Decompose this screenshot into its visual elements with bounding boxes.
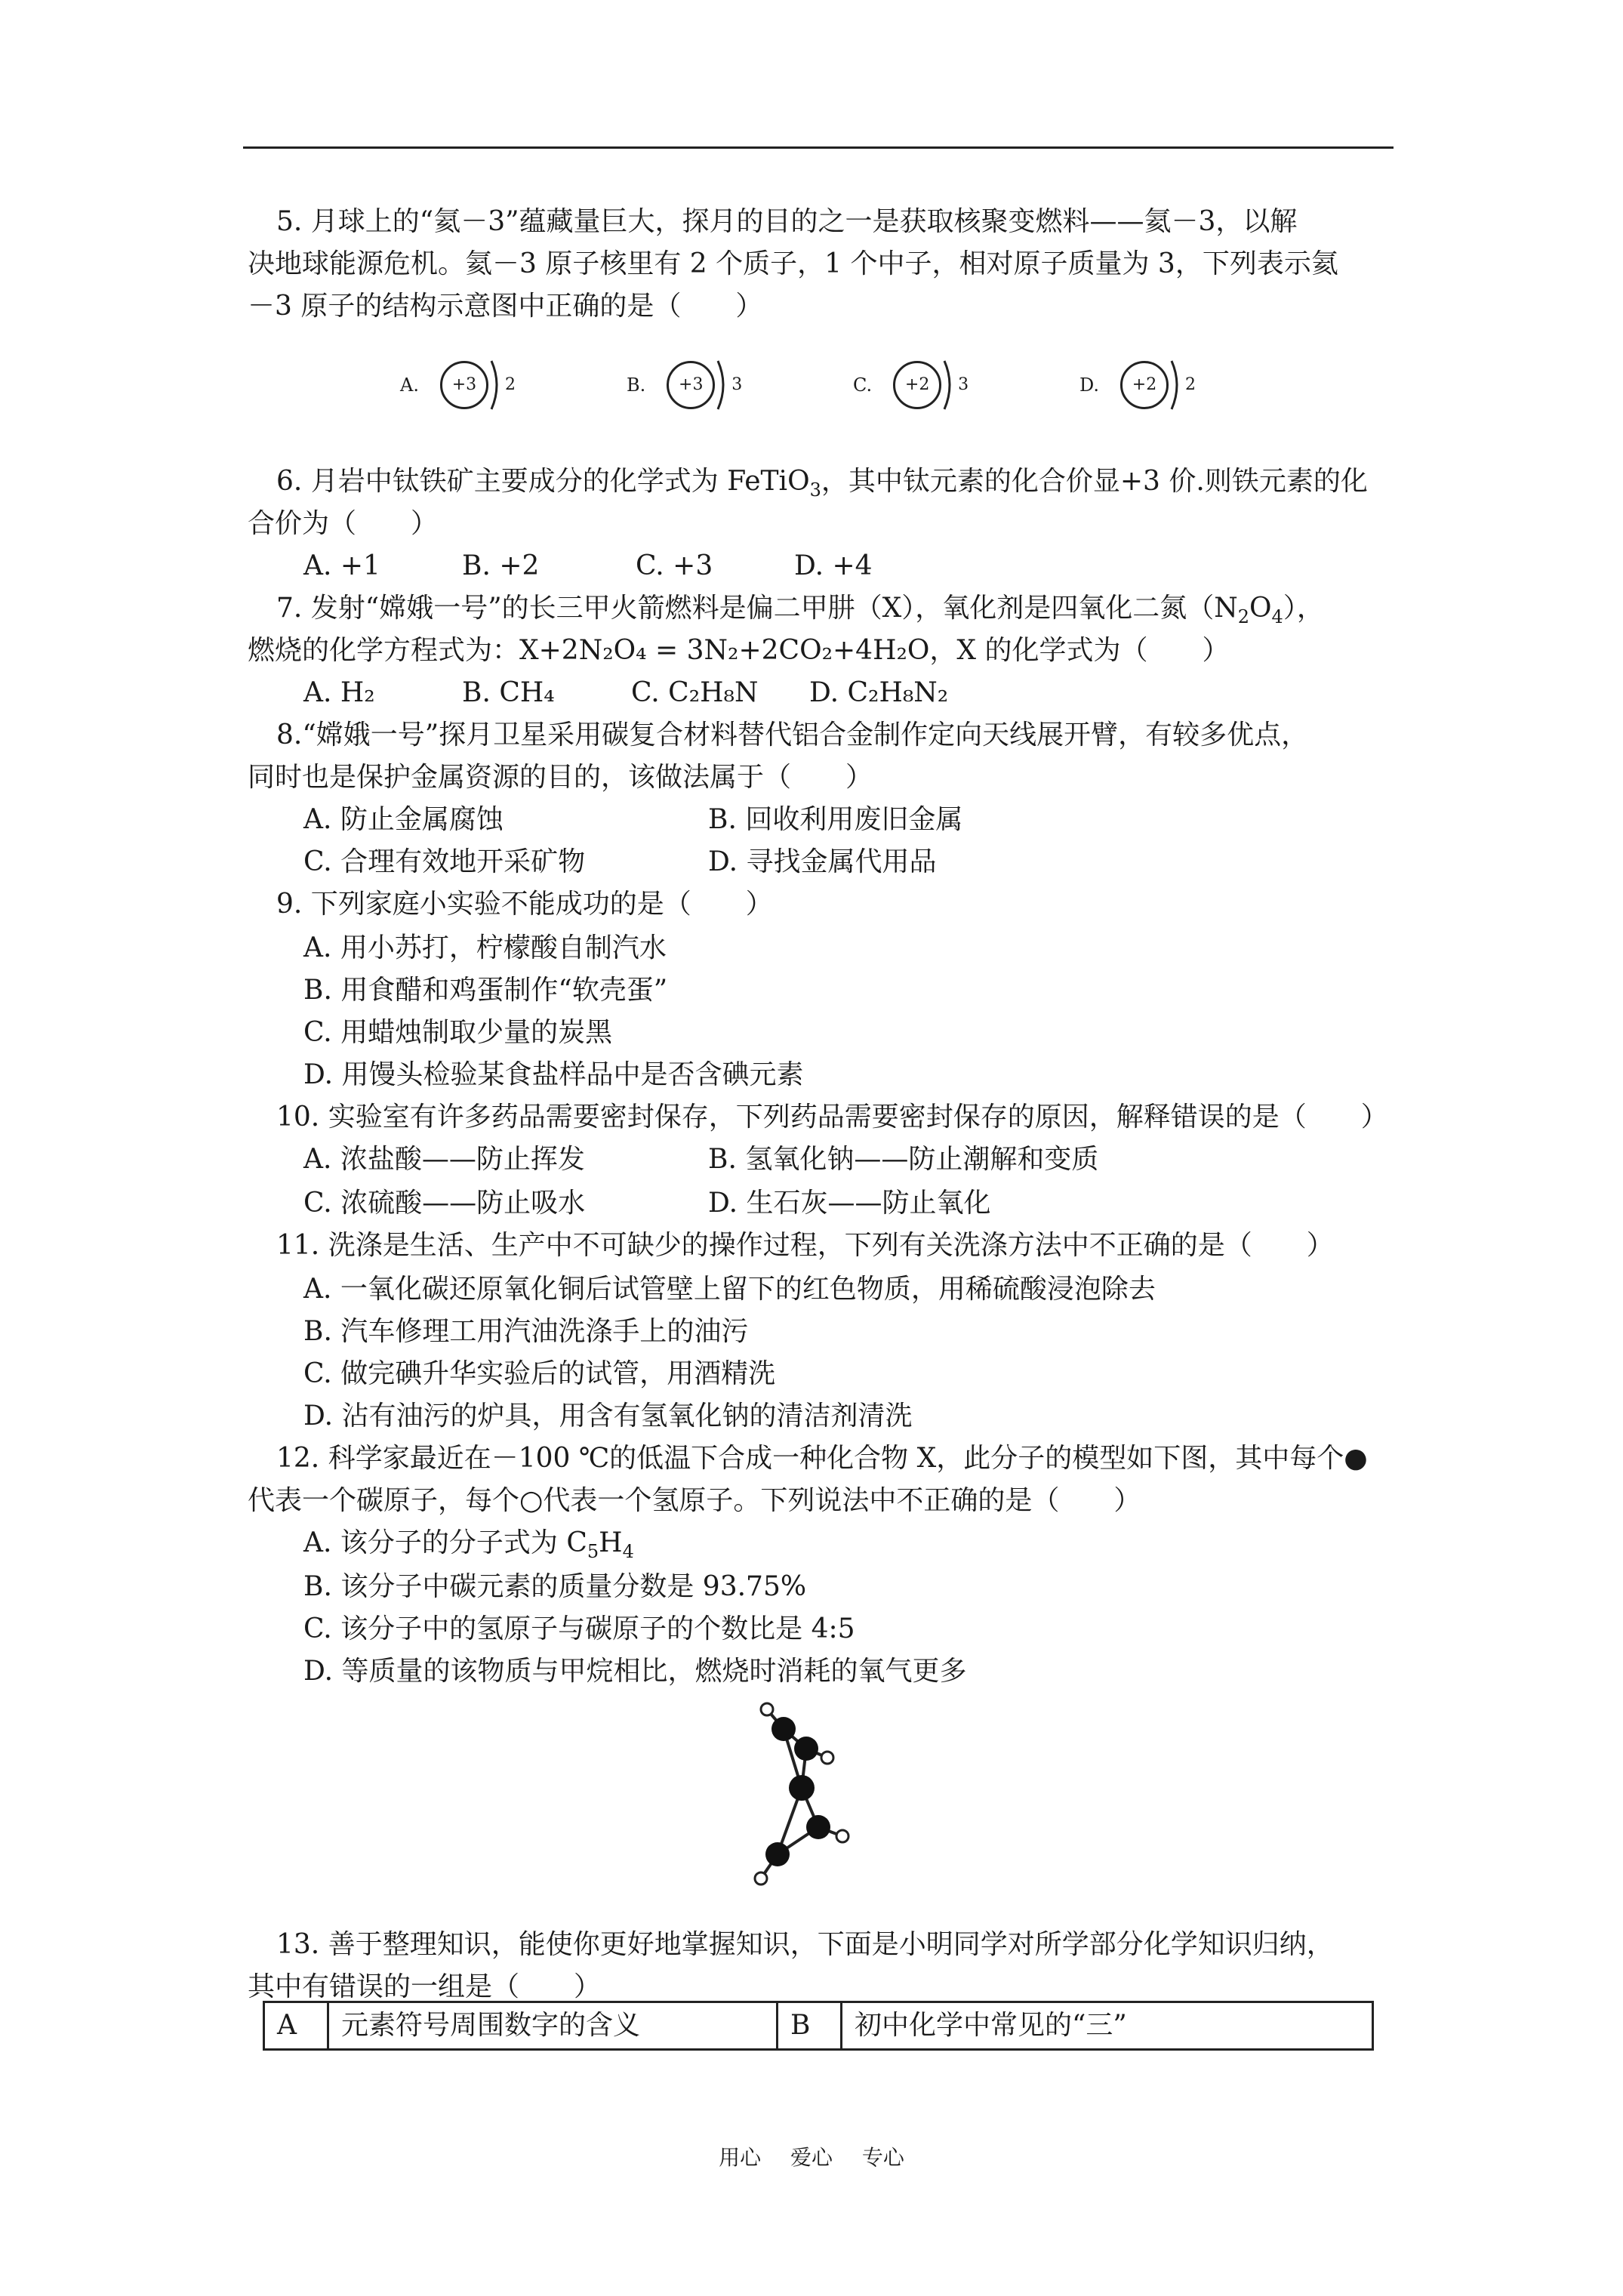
q13-line1: 13. 善于整理知识，能使你更好地掌握知识，下面是小明同学对所学部分化学知识归纳， <box>276 1929 1334 1960</box>
q9-option-b: B. 用食醋和鸡蛋制作“软壳蛋” <box>303 975 668 1006</box>
q6-line1-part: ，其中钛元素的化合价显+3 价.则铁元素的化 <box>821 466 1368 497</box>
q8-option-b: B. 回收利用废旧金属 <box>708 804 963 835</box>
option-letter: A. <box>400 374 419 396</box>
q13-line2: 其中有错误的一组是（ ） <box>248 1971 602 2002</box>
q11-line1: 11. 洗涤是生活、生产中不可缺少的操作过程，下列有关洗涤方法中不正确的是（ ） <box>276 1230 1334 1261</box>
shell-electron-count: 2 <box>504 375 516 394</box>
q9-option-d: D. 用馒头检验某食盐样品中是否含碘元素 <box>303 1059 804 1090</box>
subscript: 5 <box>587 1541 599 1562</box>
atom-diagram-a <box>400 355 516 415</box>
q9-option-a: A. 用小苏打，柠檬酸自制汽水 <box>303 932 667 963</box>
q11-option-d: D. 沾有油污的炉具，用含有氢氧化钠的清洁剂清洗 <box>303 1401 913 1432</box>
q9-option-c: C. 用蜡烛制取少量的炭黑 <box>303 1017 613 1048</box>
q12-line1: 12. 科学家最近在－100 ℃的低温下合成一种化合物 X，此分子的模型如下图，其中每个● <box>276 1443 1368 1474</box>
q7-option-c: C. C₂H₈N <box>631 677 759 708</box>
q6-line1-part: 6. 月岩中钛铁矿主要成分的化学式为 FeTiO <box>276 466 810 497</box>
option-letter: B. <box>627 374 646 396</box>
q5-line1: 5. 月球上的“氦－3”蕴藏量巨大，探月的目的之一是获取核聚变燃料——氦－3，以解 <box>276 206 1298 237</box>
nucleus-circle: +3 <box>440 361 488 409</box>
q7-option-d: D. C₂H₈N₂ <box>809 677 949 708</box>
q12-option-a-part: A. 该分子的分子式为 C <box>303 1527 587 1558</box>
atom-diagram-d <box>1079 355 1196 415</box>
q11-option-b: B. 汽车修理工用汽油洗涤手上的油污 <box>303 1316 749 1347</box>
q8-option-a: A. 防止金属腐蚀 <box>303 804 504 835</box>
subscript: 4 <box>1271 606 1283 627</box>
q10-option-d: D. 生石灰——防止氧化 <box>708 1188 991 1219</box>
q5-line3: －3 原子的结构示意图中正确的是（ ） <box>248 291 763 322</box>
q6-line1 <box>276 466 1368 501</box>
q11-option-c: C. 做完碘升华实验后的试管，用酒精洗 <box>303 1358 776 1389</box>
q12-option-a-part: H <box>599 1527 623 1558</box>
q7-line1-part: ）， <box>1283 593 1324 624</box>
electron-shell-arc <box>488 355 504 415</box>
q10-line1: 10. 实验室有许多药品需要密封保存，下列药品需要密封保存的原因，解释错误的是（ ） <box>276 1102 1388 1133</box>
nucleus-circle: +2 <box>893 361 941 409</box>
q10-option-c: C. 浓硫酸——防止吸水 <box>303 1188 586 1219</box>
q10-option-a: A. 浓盐酸——防止挥发 <box>303 1144 585 1175</box>
q6-option-d: D. +4 <box>794 550 873 581</box>
table-cell-text: 初中化学中常见的“三” <box>842 2002 1373 2050</box>
electron-shell-arc <box>715 355 730 415</box>
knowledge-table <box>263 2001 1374 2051</box>
q10-option-b: B. 氢氧化钠——防止潮解和变质 <box>708 1144 1099 1175</box>
electron-shell-arc <box>941 355 956 415</box>
q12-option-a <box>303 1527 634 1562</box>
table-cell-text: 元素符号周围数字的含义 <box>328 2002 778 2050</box>
q7-line1 <box>276 593 1324 627</box>
atom-diagram-b <box>627 355 742 415</box>
atom-diagram-options <box>377 355 1283 430</box>
q6-option-b: B. +2 <box>462 550 540 581</box>
q12-option-c: C. 该分子中的氢原子与碳原子的个数比是 4:5 <box>303 1613 855 1644</box>
q7-line1-part: 7. 发射“嫦娥一号”的长三甲火箭燃料是偏二甲肼（X），氧化剂是四氧化二氮（N <box>276 593 1238 624</box>
option-letter: C. <box>853 374 873 396</box>
subscript: 2 <box>1237 606 1250 627</box>
q8-line1: 8.“嫦娥一号”探月卫星采用碳复合材料替代铝合金制作定向天线展开臂，有较多优点， <box>276 720 1309 750</box>
table-cell-letter: A <box>264 2002 328 2050</box>
nucleus-circle: +3 <box>667 361 715 409</box>
table-row <box>264 2002 1373 2050</box>
q12-option-d: D. 等质量的该物质与甲烷相比，燃烧时消耗的氧气更多 <box>303 1656 967 1687</box>
subscript: 3 <box>809 479 821 501</box>
q7-line2: 燃烧的化学方程式为：X+2N₂O₄ = 3N₂+2CO₂+4H₂O，X 的化学式为（ ） <box>248 635 1230 666</box>
q8-option-c: C. 合理有效地开采矿物 <box>303 846 586 877</box>
q6-option-a: A. +1 <box>303 550 380 581</box>
q12-line2: 代表一个碳原子，每个○代表一个氢原子。下列说法中不正确的是（ ） <box>248 1485 1141 1516</box>
q7-option-b: B. CH₄ <box>462 677 555 708</box>
shell-electron-count: 2 <box>1185 375 1196 394</box>
q8-line2: 同时也是保护金属资源的目的，该做法属于（ ） <box>248 762 873 793</box>
header-rule <box>243 146 1394 149</box>
shell-electron-count: 3 <box>731 375 743 394</box>
q9-line1: 9. 下列家庭小实验不能成功的是（ ） <box>276 889 773 920</box>
electron-shell-arc <box>1169 355 1184 415</box>
q8-option-d: D. 寻找金属代用品 <box>708 846 937 877</box>
page-footer: 用心 爱心 专心 <box>719 2145 904 2170</box>
q7-option-a: A. H₂ <box>303 677 375 708</box>
q5-line2: 决地球能源危机。氦－3 原子核里有 2 个质子，1 个中子，相对原子质量为 3，下列表示氦 <box>248 248 1338 279</box>
shell-electron-count: 3 <box>958 375 969 394</box>
option-letter: D. <box>1079 374 1100 396</box>
molecule-model-figure <box>740 1699 906 1910</box>
table-cell-letter: B <box>778 2002 842 2050</box>
nucleus-circle: +2 <box>1120 361 1169 409</box>
q6-option-c: C. +3 <box>636 550 713 581</box>
q11-option-a: A. 一氧化碳还原氧化铜后试管壁上留下的红色物质，用稀硫酸浸泡除去 <box>303 1274 1156 1305</box>
subscript: 4 <box>622 1541 634 1562</box>
q7-line1-part: O <box>1249 593 1272 624</box>
atom-diagram-c <box>853 355 969 415</box>
q12-option-b: B. 该分子中碳元素的质量分数是 93.75% <box>303 1571 807 1602</box>
q6-line2: 合价为（ ） <box>248 508 439 539</box>
